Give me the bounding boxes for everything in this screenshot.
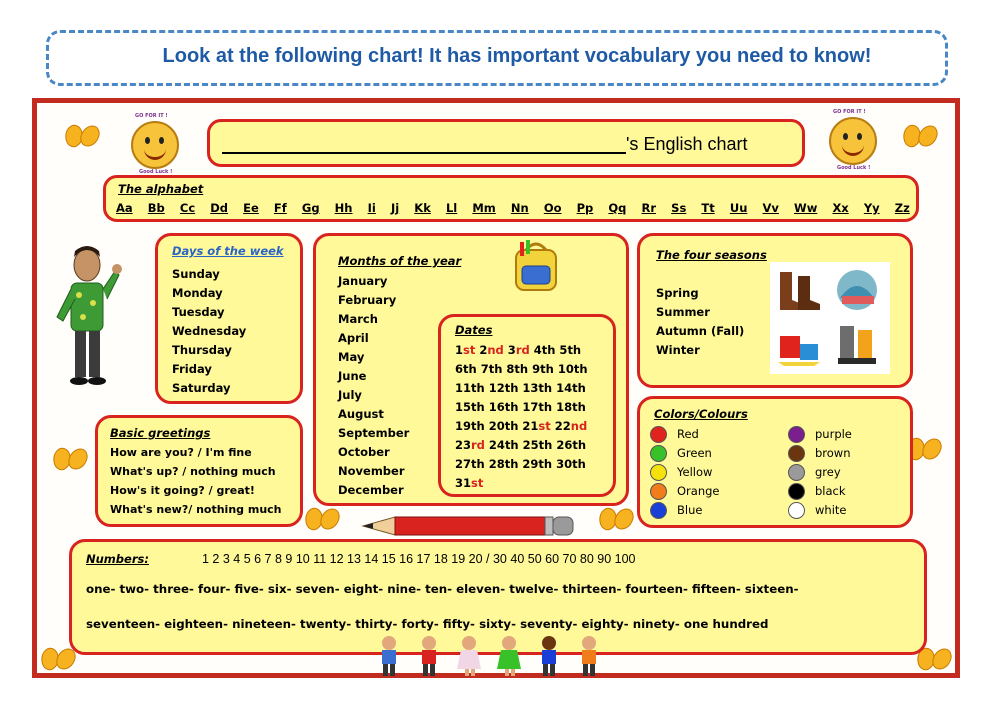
season-item: Autumn (Fall) [656, 324, 745, 338]
alphabet-letter: Ww [794, 201, 818, 215]
color-item [788, 463, 852, 482]
date-suffix: th [504, 457, 519, 471]
colors-left-list [650, 425, 720, 520]
name-blank-line[interactable] [222, 152, 626, 154]
color-item [788, 425, 852, 444]
day-item: Sunday [172, 267, 220, 281]
color-name: Yellow [677, 465, 713, 479]
date-suffix: rd [515, 343, 530, 357]
date-number: 20 [484, 419, 505, 433]
date-number: 29 [518, 457, 539, 471]
date-number: 27 [455, 457, 472, 471]
color-item [650, 444, 720, 463]
alphabet-letter: Pp [576, 201, 594, 215]
mascot-bottom-caption: Good Luck ! [837, 165, 871, 171]
alphabet-letter: Uu [729, 201, 748, 215]
color-swatch-icon [788, 426, 805, 443]
smiley-icon [131, 121, 179, 169]
alphabet-letter: Ii [367, 201, 376, 215]
months-list [338, 272, 409, 500]
date-suffix: st [538, 419, 551, 433]
dates-row [455, 341, 588, 360]
date-suffix: th [572, 400, 586, 414]
dates-heading: Dates [455, 323, 493, 337]
backpack-illustration [510, 240, 562, 294]
date-suffix: th [471, 419, 485, 433]
seasons-box [637, 233, 913, 388]
smiley-icon [829, 117, 877, 165]
alphabet-letter: Yy [863, 201, 880, 215]
month-item: January [338, 274, 388, 288]
day-item: Monday [172, 286, 223, 300]
date-suffix: th [573, 362, 588, 376]
colors-box [637, 396, 913, 528]
title-suffix: 's English chart [626, 134, 748, 154]
butterfly-icon [41, 648, 75, 670]
mascot-right [821, 109, 881, 171]
mascot-top-caption: GO FOR IT ! [135, 113, 168, 119]
alphabet-letter: Zz [894, 201, 910, 215]
color-item [650, 501, 720, 520]
alphabet-letter: Nn [510, 201, 529, 215]
greetings-list [110, 443, 282, 519]
alphabet-letter: Ll [445, 201, 458, 215]
alphabet-letter: Rr [641, 201, 657, 215]
alphabet-letter: Kk [414, 201, 431, 215]
greetings-heading: Basic greetings [110, 426, 211, 440]
butterfly-icon [65, 125, 99, 147]
boots-icon [774, 266, 824, 314]
date-number: 28 [484, 457, 505, 471]
date-number: 6 [455, 362, 464, 376]
alphabet-letter: Ee [243, 201, 259, 215]
greeting-item: What's new?/ nothing much [110, 503, 282, 516]
date-number: 3 [503, 343, 516, 357]
date-suffix: th [471, 381, 485, 395]
alphabet-letter: Jj [390, 201, 400, 215]
butterfly-icon [903, 125, 937, 147]
color-swatch-icon [650, 464, 667, 481]
color-name: Red [677, 427, 699, 441]
season-item: Winter [656, 343, 700, 357]
color-name: Blue [677, 503, 703, 517]
color-name: white [815, 503, 847, 517]
umbrella-icon [832, 266, 882, 314]
color-item [650, 425, 720, 444]
season-item: Summer [656, 305, 710, 319]
pencil-illustration [361, 513, 575, 539]
month-item: October [338, 445, 390, 459]
date-suffix: th [504, 419, 519, 433]
color-item [788, 444, 852, 463]
alphabet-letters [116, 201, 910, 215]
date-suffix: th [463, 362, 477, 376]
alphabet-box [103, 175, 919, 222]
month-item: December [338, 483, 404, 497]
month-item: April [338, 331, 369, 345]
date-suffix: th [514, 362, 529, 376]
day-item: Thursday [172, 343, 232, 357]
alphabet-letter: Tt [701, 201, 715, 215]
mascot-bottom-caption: Good Luck ! [139, 169, 173, 175]
day-item: Wednesday [172, 324, 247, 338]
date-number: 9 [528, 362, 541, 376]
date-suffix: st [463, 343, 476, 357]
date-number: 4 [529, 343, 542, 357]
date-number: 17 [518, 400, 539, 414]
date-suffix: th [504, 438, 519, 452]
color-swatch-icon [650, 502, 667, 519]
date-suffix: th [540, 362, 554, 376]
date-suffix: th [504, 381, 519, 395]
month-item: February [338, 293, 397, 307]
beach-bucket-icon [774, 320, 824, 368]
month-item: September [338, 426, 410, 440]
season-item: Spring [656, 286, 699, 300]
months-heading: Months of the year [338, 254, 462, 268]
date-number: 10 [553, 362, 574, 376]
alphabet-letter: Vv [762, 201, 779, 215]
numbers-words-line1: one- two- three- four- five- six- seven- eight- nine- ten- eleven- twelve- thirteen- fourteen- fifteen- sixteen- [86, 582, 799, 596]
dates-grid [455, 341, 588, 493]
dates-row [455, 417, 588, 436]
alphabet-letter: Qq [608, 201, 627, 215]
alphabet-letter: Ff [273, 201, 287, 215]
color-swatch-icon [650, 445, 667, 462]
greeting-item: How's it going? / great! [110, 484, 255, 497]
date-number: 21 [518, 419, 539, 433]
dates-row [455, 398, 588, 417]
date-number: 11 [455, 381, 472, 395]
date-suffix: th [538, 438, 553, 452]
color-name: black [815, 484, 846, 498]
date-suffix: th [488, 362, 503, 376]
date-number: 2 [475, 343, 488, 357]
day-item: Saturday [172, 381, 231, 395]
seasons-heading: The four seasons [656, 248, 767, 262]
dates-box [438, 314, 616, 497]
date-suffix: rd [471, 438, 485, 452]
date-number: 15 [455, 400, 472, 414]
month-item: May [338, 350, 365, 364]
date-number: 13 [518, 381, 539, 395]
greetings-box [95, 415, 303, 527]
numbers-heading: Numbers: [86, 552, 149, 566]
date-number: 22 [550, 419, 571, 433]
colors-heading: Colors/Colours [654, 407, 748, 421]
date-number: 30 [552, 457, 573, 471]
butterfly-icon [53, 448, 87, 470]
color-swatch-icon [650, 483, 667, 500]
alphabet-letter: Dd [210, 201, 229, 215]
color-swatch-icon [650, 426, 667, 443]
month-item: June [338, 369, 367, 383]
mascot-top-caption: GO FOR IT ! [833, 109, 866, 115]
date-number: 8 [502, 362, 515, 376]
color-item [650, 482, 720, 501]
date-number: 31 [455, 476, 472, 490]
color-name: Orange [677, 484, 720, 498]
greeting-item: How are you? / I'm fine [110, 446, 252, 459]
alphabet-letter: Ss [671, 201, 687, 215]
butterfly-icon [917, 648, 951, 670]
date-number: 12 [484, 381, 505, 395]
color-name: brown [815, 446, 851, 460]
date-suffix: th [572, 438, 587, 452]
name-title-box [207, 119, 805, 167]
day-item: Friday [172, 362, 212, 376]
date-suffix: th [538, 400, 553, 414]
dates-row [455, 455, 588, 474]
greeting-item: What's up? / nothing much [110, 465, 276, 478]
color-name: Green [677, 446, 712, 460]
date-number: 5 [555, 343, 568, 357]
color-name: grey [815, 465, 841, 479]
color-item [650, 463, 720, 482]
alphabet-letter: Aa [116, 201, 133, 215]
instruction-banner [46, 30, 948, 86]
seasons-pictures [770, 262, 890, 374]
alphabet-heading: The alphabet [118, 182, 204, 196]
alphabet-letter: Xx [832, 201, 849, 215]
alphabet-letter: Oo [543, 201, 562, 215]
winter-boots-icon [832, 320, 882, 368]
date-number: 19 [455, 419, 472, 433]
date-suffix: th [538, 381, 553, 395]
date-number: 24 [484, 438, 505, 452]
color-swatch-icon [788, 464, 805, 481]
date-suffix: th [572, 381, 586, 395]
alphabet-letter: Hh [334, 201, 353, 215]
banner-text: Look at the following chart! It has important vocabulary you need to know! [162, 45, 872, 67]
alphabet-letter: Bb [147, 201, 165, 215]
date-suffix: nd [487, 343, 504, 357]
numbers-digits: 1 2 3 4 5 6 7 8 9 10 11 12 13 14 15 16 17 18 19 20 / 30 40 50 60 70 80 90 100 [202, 552, 636, 566]
date-number: 14 [552, 381, 573, 395]
date-suffix: th [572, 457, 586, 471]
alphabet-letter: Cc [179, 201, 196, 215]
date-suffix: nd [570, 419, 588, 433]
mascot-left [123, 113, 183, 175]
dates-row [455, 360, 588, 379]
date-number: 23 [455, 438, 472, 452]
date-suffix: th [538, 457, 553, 471]
alphabet-letter: Mm [472, 201, 496, 215]
date-suffix: th [541, 343, 556, 357]
seasons-list [656, 284, 744, 360]
butterfly-icon [599, 508, 633, 530]
date-suffix: th [567, 343, 582, 357]
date-number: 25 [518, 438, 539, 452]
date-number: 1 [455, 343, 464, 357]
month-item: March [338, 312, 378, 326]
dates-row [455, 379, 588, 398]
date-number: 18 [552, 400, 573, 414]
date-number: 7 [476, 362, 489, 376]
date-suffix: th [471, 400, 485, 414]
butterfly-icon [305, 508, 339, 530]
children-illustration [373, 633, 607, 677]
date-suffix: st [471, 476, 484, 490]
english-chart [32, 98, 960, 678]
color-swatch-icon [788, 502, 805, 519]
day-item: Tuesday [172, 305, 225, 319]
color-item [788, 482, 852, 501]
days-list [172, 265, 246, 398]
date-number: 16 [484, 400, 505, 414]
month-item: August [338, 407, 384, 421]
color-name: purple [815, 427, 852, 441]
dates-row [455, 474, 588, 493]
alphabet-letter: Gg [301, 201, 320, 215]
numbers-words-line2: seventeen- eighteen- nineteen- twenty- thirty- forty- fifty- sixty- seventy- eighty- ninety- one hundred [86, 617, 769, 631]
colors-right-list [788, 425, 852, 520]
days-box [155, 233, 303, 404]
date-number: 26 [552, 438, 573, 452]
boy-illustration [53, 243, 123, 393]
month-item: July [338, 388, 362, 402]
date-suffix: th [504, 400, 519, 414]
date-suffix: th [471, 457, 485, 471]
color-swatch-icon [788, 483, 805, 500]
days-heading: Days of the week [172, 244, 284, 258]
color-item [788, 501, 852, 520]
months-box [313, 233, 629, 506]
month-item: November [338, 464, 405, 478]
color-swatch-icon [788, 445, 805, 462]
dates-row [455, 436, 588, 455]
